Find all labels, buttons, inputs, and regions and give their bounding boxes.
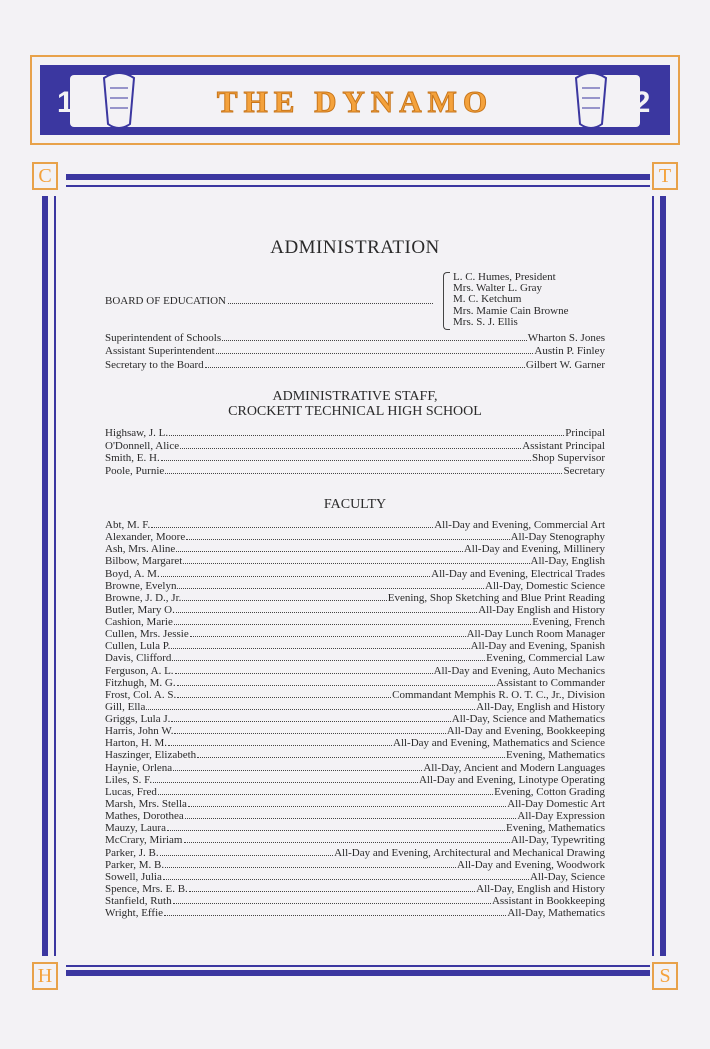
faculty-row	[105, 580, 605, 592]
faculty-row	[105, 568, 605, 580]
faculty-row-name: Butler, Mary O.	[105, 603, 175, 616]
faculty-row-name: Cashion, Marie	[105, 616, 173, 629]
dot-leader	[174, 725, 445, 734]
officer-row-name: Secretary to the Board	[105, 358, 204, 371]
frame-right-thin	[652, 196, 654, 956]
faculty-row-role: Assistant in Bookkeeping	[491, 895, 605, 908]
dot-leader	[169, 427, 564, 436]
faculty-row-name: Frost, Col. A. S.	[105, 688, 177, 701]
dot-leader	[216, 345, 534, 354]
faculty-row	[105, 628, 605, 640]
frame-top-thin	[66, 185, 650, 187]
faculty-row	[105, 592, 605, 604]
faculty-row-name: Lucas, Fred	[105, 785, 157, 798]
staff-row-role: Principal	[565, 427, 605, 439]
dot-leader	[168, 737, 392, 746]
faculty-row-role: All-Day Domestic Art	[507, 797, 605, 810]
officer-row-name: Assistant Superintendent	[105, 345, 215, 358]
faculty-row-role: All-Day Stenography	[510, 531, 605, 544]
faculty-row-name: Sowell, Julia	[105, 870, 162, 883]
staff-row	[105, 427, 605, 439]
dot-leader	[182, 592, 386, 601]
faculty-row	[105, 555, 605, 567]
corner-letter-top-right: T	[652, 162, 678, 190]
faculty-row-name: Griggs, Lula J.	[105, 713, 171, 726]
staff-heading	[0, 389, 710, 419]
faculty-row-role: Assistant to Commander	[496, 676, 605, 689]
corner-letter-bottom-right: S	[652, 962, 678, 990]
board-member: M. C. Ketchum	[453, 293, 522, 306]
faculty-row-name: Ferguson, A. L.	[105, 664, 174, 677]
officer-row-name: Superintendent of Schools	[105, 332, 222, 344]
faculty-row-role: All-Day and Evening, Woodwork	[457, 858, 605, 871]
officer-row	[105, 345, 605, 357]
faculty-row-name: Harris, John W.	[105, 725, 174, 738]
faculty-row-name: McCrary, Miriam	[105, 834, 183, 847]
dot-leader	[164, 907, 506, 916]
faculty-row-name: Haszinger, Elizabeth	[105, 749, 197, 762]
officer-row-role: Wharton S. Jones	[527, 332, 605, 344]
faculty-row	[105, 713, 605, 725]
year-right: 22	[616, 86, 652, 119]
faculty-row-name: Abt, M. F.	[105, 519, 151, 531]
board-members	[453, 272, 568, 328]
faculty-row	[105, 665, 605, 677]
faculty-row-role: Evening, Cotton Grading	[494, 785, 605, 798]
staff-row-name: Poole, Purnie	[105, 465, 165, 478]
administration-heading: ADMINISTRATION	[270, 237, 440, 258]
dot-leader	[183, 555, 529, 564]
corner-letter-top-left: C	[32, 162, 58, 190]
frame-bottom-thin	[66, 965, 650, 967]
faculty-row	[105, 749, 605, 761]
faculty-row-name: Gill, Ella	[105, 700, 146, 713]
faculty-row	[105, 798, 605, 810]
faculty-row-role: All-Day and Evening, Millinery	[463, 543, 605, 556]
faculty-row-name: Parker, M. B.	[105, 858, 165, 871]
dot-leader	[173, 762, 422, 771]
board-of-education-row	[105, 295, 435, 307]
dot-leader	[177, 677, 496, 686]
faculty-row-role: All-Day and Evening, Mathematics and Science	[393, 737, 605, 750]
faculty-row-name: Wright, Effie	[105, 907, 164, 920]
dot-leader	[161, 568, 430, 577]
faculty-row-role: All-Day, Mathematics	[507, 907, 605, 920]
dot-leader	[180, 440, 521, 449]
faculty-row-role: All-Day and Evening, Electrical Trades	[431, 567, 605, 580]
faculty-row	[105, 677, 605, 689]
faculty-row-name: Fitzhugh, M. G.	[105, 676, 176, 689]
staff-row	[105, 440, 605, 452]
dot-leader	[160, 847, 333, 856]
year-left: 19	[57, 86, 93, 119]
dot-leader	[205, 359, 525, 368]
dot-leader	[177, 689, 391, 698]
staff-row-role: Secretary	[563, 465, 605, 478]
faculty-row-name: Marsh, Mrs. Stella	[105, 797, 187, 810]
dot-leader	[173, 895, 491, 904]
faculty-row-name: Boyd, A. M.	[105, 567, 160, 580]
faculty-row	[105, 810, 605, 822]
faculty-row	[105, 604, 605, 616]
staff-row-name: O'Donnell, Alice	[105, 439, 180, 452]
frame-bottom-thick	[66, 970, 650, 976]
faculty-row	[105, 774, 605, 786]
dot-leader	[171, 713, 450, 722]
dot-leader	[222, 332, 527, 341]
faculty-row	[105, 737, 605, 749]
right-scroll-icon	[572, 68, 610, 134]
dot-leader	[151, 519, 433, 528]
dot-leader	[153, 774, 418, 783]
faculty-row	[105, 519, 605, 531]
frame-left-thick	[42, 196, 48, 956]
staff-row	[105, 452, 605, 464]
faculty-row-name: Cullen, Lula P.	[105, 640, 171, 653]
officer-row-role: Gilbert W. Garner	[525, 358, 605, 371]
faculty-row-role: All-Day Lunch Room Manager	[466, 628, 605, 641]
dot-leader	[161, 452, 531, 461]
faculty-row	[105, 871, 605, 883]
dot-leader	[197, 749, 505, 758]
faculty-row-name: Davis, Clifford	[105, 652, 172, 665]
faculty-row-role: Evening, Mathematics	[506, 749, 605, 762]
faculty-row	[105, 822, 605, 834]
faculty-row-name: Mauzy, Laura	[105, 822, 166, 835]
staff-row-role: Shop Supervisor	[531, 452, 605, 465]
corner-letter-bottom-left: H	[32, 962, 58, 990]
dot-leader	[158, 786, 493, 795]
faculty-row-name: Spence, Mrs. E. B.	[105, 882, 188, 895]
faculty-row-name: Browne, J. D., Jr.	[105, 591, 182, 604]
faculty-row	[105, 616, 605, 628]
left-scroll-icon	[100, 68, 138, 134]
staff-row-name: Highsaw, J. L.	[105, 427, 169, 439]
faculty-row-role: All-Day, Science	[529, 870, 605, 883]
brace-icon	[443, 272, 450, 330]
faculty-row	[105, 652, 605, 664]
faculty-row-role: All-Day and Evening, Linotype Operating	[418, 773, 605, 786]
officer-row-role: Austin P. Finley	[534, 345, 605, 358]
dot-leader	[165, 465, 562, 474]
faculty-row-role: All-Day, Domestic Science	[485, 579, 605, 592]
faculty-row	[105, 531, 605, 543]
faculty-row	[105, 725, 605, 737]
dot-leader	[185, 810, 517, 819]
dot-leader	[177, 580, 484, 589]
dot-leader	[172, 652, 485, 661]
staff-row-name: Smith, E. H.	[105, 452, 160, 465]
faculty-row	[105, 689, 605, 701]
faculty-row	[105, 907, 605, 919]
faculty-row	[105, 859, 605, 871]
faculty-row-role: All-Day Expression	[517, 810, 605, 823]
faculty-row-role: All-Day, Ancient and Modern Languages	[423, 761, 605, 774]
faculty-row-role: All-Day English and History	[478, 603, 605, 616]
faculty-row-name: Alexander, Moore	[105, 531, 186, 544]
dot-leader	[190, 628, 466, 637]
dot-leader	[184, 834, 510, 843]
staff-heading-line1: ADMINISTRATIVE STAFF,	[272, 389, 438, 404]
faculty-row	[105, 895, 605, 907]
frame-right-thick	[660, 196, 666, 956]
frame-left-thin	[54, 196, 56, 956]
faculty-row-role: All-Day and Evening, Architectural and Mechanical Drawing	[334, 846, 605, 859]
board-member: L. C. Humes, President	[453, 271, 556, 283]
faculty-row-role: All-Day, English	[530, 555, 605, 568]
board-member: Mrs. Walter L. Gray	[453, 282, 543, 295]
faculty-row-role: Evening, French	[532, 616, 605, 629]
dot-leader	[146, 701, 475, 710]
faculty-row-role: Evening, Commercial Law	[486, 652, 605, 665]
dot-leader	[167, 822, 505, 831]
banner-title: THE DYNAMO	[216, 84, 494, 119]
dot-leader	[188, 798, 506, 807]
dot-leader	[171, 640, 469, 649]
dot-leader	[228, 295, 433, 304]
dot-leader	[186, 531, 509, 540]
faculty-row	[105, 834, 605, 846]
dot-leader	[176, 604, 477, 613]
faculty-row-role: Commandant Memphis R. O. T. C., Jr., Division	[392, 688, 605, 701]
officer-row	[105, 359, 605, 371]
faculty-row	[105, 786, 605, 798]
dot-leader	[176, 543, 463, 552]
faculty-row-name: Harton, H. M.	[105, 737, 168, 750]
faculty-row-name: Haynie, Orlena	[105, 761, 173, 774]
faculty-row	[105, 762, 605, 774]
faculty-row	[105, 640, 605, 652]
faculty-row-role: All-Day, English and History	[476, 882, 605, 895]
officer-row	[105, 332, 605, 344]
board-member: Mrs. Mamie Cain Browne	[453, 304, 569, 317]
faculty-row	[105, 847, 605, 859]
faculty-row-name: Mathes, Dorothea	[105, 810, 184, 823]
faculty-row-role: All-Day, Science and Mathematics	[451, 713, 605, 726]
board-member: Mrs. S. J. Ellis	[453, 315, 518, 328]
faculty-row-name: Liles, S. F.	[105, 773, 153, 786]
staff-row-role: Assistant Principal	[522, 439, 605, 452]
dot-leader	[165, 859, 456, 868]
faculty-row-name: Browne, Evelyn	[105, 579, 177, 592]
faculty-row-name: Stanfield, Ruth	[105, 895, 172, 908]
faculty-row-role: All-Day, Typewriting	[510, 834, 605, 847]
board-label: BOARD OF EDUCATION	[105, 295, 227, 307]
dot-leader	[163, 871, 529, 880]
dot-leader	[189, 883, 475, 892]
faculty-row-name: Ash, Mrs. Aline	[105, 543, 176, 556]
dot-leader	[175, 665, 433, 674]
faculty-row-name: Parker, J. B.	[105, 846, 159, 859]
faculty-row	[105, 543, 605, 555]
faculty-row-role: All-Day and Evening, Bookkeeping	[446, 725, 605, 738]
faculty-row-role: Evening, Mathematics	[506, 822, 605, 835]
faculty-row-role: All-Day, English and History	[476, 700, 605, 713]
dot-leader	[174, 616, 531, 625]
staff-row	[105, 465, 605, 477]
faculty-row	[105, 701, 605, 713]
faculty-row	[105, 883, 605, 895]
faculty-heading: FACULTY	[323, 497, 387, 512]
faculty-row-name: Bilbow, Margaret	[105, 555, 183, 568]
faculty-row-role: All-Day and Evening, Spanish	[470, 640, 605, 653]
frame-top-thick	[66, 174, 650, 180]
faculty-row-role: Evening, Shop Sketching and Blue Print Reading	[387, 591, 605, 604]
faculty-row-role: All-Day and Evening, Auto Mechanics	[433, 664, 605, 677]
staff-heading-line2: CROCKETT TECHNICAL HIGH SCHOOL	[228, 404, 482, 419]
faculty-row-name: Cullen, Mrs. Jessie	[105, 628, 189, 641]
faculty-row-role: All-Day and Evening, Commercial Art	[434, 519, 605, 531]
